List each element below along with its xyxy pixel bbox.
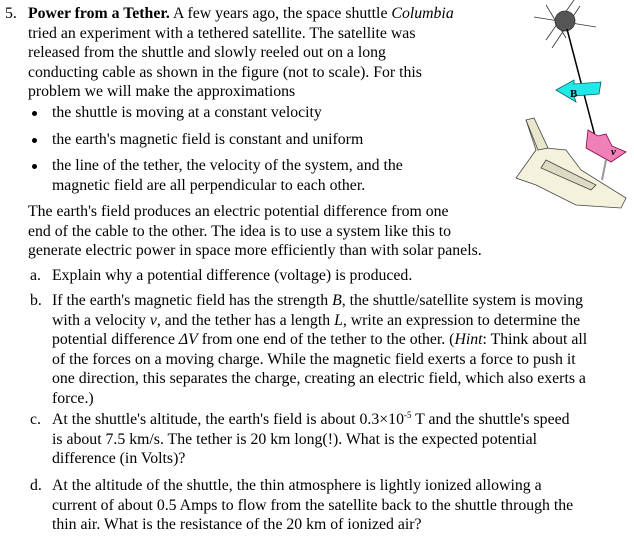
- text-run: difference (in Volts)?: [52, 450, 186, 467]
- text-line: [28, 4, 454, 24]
- text-run: , write an expression to determine the: [342, 311, 581, 329]
- text-run: T and the shuttle's speed: [411, 411, 570, 428]
- text-line: [28, 82, 454, 102]
- text-line: [52, 291, 587, 311]
- shuttle-icon: [516, 118, 626, 208]
- explanation-paragraph: [28, 202, 482, 261]
- part-b-label: b.: [30, 292, 42, 309]
- text-run: Explain why a potential difference (voltage) is produced.: [52, 267, 413, 284]
- text-run: end of the cable to the other. The idea is to use a system like this to: [28, 222, 452, 240]
- text-line: [52, 330, 587, 350]
- text-run: current of about 0.5 Amps to flow from the satellite back to the shuttle through the: [52, 496, 574, 514]
- part-c-label: c.: [30, 411, 41, 428]
- text-line: [52, 449, 570, 469]
- text-line: [52, 496, 573, 516]
- bullet-icon: [32, 138, 37, 143]
- text-run: the line of the tether, the velocity of the system, and the: [52, 157, 403, 174]
- satellite-icon: [534, 0, 596, 48]
- text-run: with a velocity: [52, 311, 150, 329]
- text-line: [52, 350, 587, 370]
- text-line: [52, 430, 570, 450]
- text-line: [52, 103, 322, 123]
- text-line: [52, 410, 570, 430]
- text-line: [52, 130, 363, 150]
- text-line: [28, 43, 454, 63]
- text-line: [52, 266, 412, 286]
- bullet-icon: [32, 111, 37, 116]
- text-run: the earth's magnetic field is constant and uniform: [52, 131, 364, 148]
- text-line: [52, 389, 587, 409]
- text-run: thin air. What is the resistance of the 20 km of ionized air?: [52, 516, 422, 533]
- italic-text: v: [149, 311, 157, 329]
- text-run: from one end of the tether to the other. (: [197, 331, 455, 348]
- italic-text: L: [334, 311, 343, 329]
- velocity-label: v: [611, 146, 616, 158]
- text-run: one direction, this separates the charge, creating an electric field, which also exerts a: [52, 370, 586, 387]
- text-line: [52, 515, 573, 535]
- italic-text: B: [332, 292, 342, 309]
- approximation-3: [52, 156, 403, 195]
- italic-text: ΔV: [178, 331, 198, 348]
- velocity-arrow: [586, 130, 626, 162]
- part-b-text: [52, 291, 587, 408]
- text-line: [52, 176, 403, 196]
- text-line: [28, 202, 482, 222]
- text-run: , the shuttle/satellite system is moving: [341, 292, 584, 309]
- problem-statement: [28, 4, 454, 102]
- text-run: The earth's field produces an electric potential difference from one: [28, 203, 449, 220]
- part-d-text: [52, 476, 573, 535]
- text-run: conducting cable as shown in the figure (not to scale). For this: [28, 63, 422, 81]
- part-a-label: a.: [30, 267, 41, 284]
- text-run: the shuttle is moving at a constant velocity: [52, 104, 322, 121]
- text-run: , and the tether has a length: [156, 311, 335, 329]
- text-line: [28, 222, 482, 242]
- part-d-label: d.: [30, 477, 42, 494]
- text-run: tried an experiment with a tethered satellite. The satellite was: [28, 24, 416, 42]
- text-run: magnetic field are all perpendicular to each other.: [52, 176, 366, 194]
- part-a-text: [52, 266, 412, 286]
- italic-text: Hint: [454, 331, 483, 348]
- text-run: potential difference: [52, 331, 179, 348]
- part-c-text: [52, 410, 570, 469]
- text-run: problem we will make the approximations: [28, 83, 296, 100]
- bullet-icon: [32, 164, 37, 169]
- text-line: [52, 476, 573, 496]
- tether-figure: [486, 0, 634, 210]
- text-run: If the earth's magnetic field has the strength: [52, 292, 333, 309]
- text-run: At the altitude of the shuttle, the thin atmosphere is lightly ionized allowing a: [52, 477, 542, 494]
- text-line: [28, 63, 454, 83]
- text-run: released from the shuttle and slowly reeled out on a long: [28, 44, 386, 61]
- text-line: [52, 156, 403, 176]
- text-line: [28, 241, 482, 261]
- approximation-1: [52, 103, 322, 123]
- approximation-2: [52, 130, 363, 150]
- text-run: A few years ago, the space shuttle: [169, 5, 392, 22]
- text-line: [28, 24, 454, 44]
- text-run: : Think about all: [482, 331, 588, 348]
- problem-number: 5.: [5, 5, 17, 22]
- magnetic-field-arrow: [556, 80, 601, 102]
- text-run: generate electric power in space more efficiently than with solar panels.: [28, 242, 482, 259]
- exponent: -5: [403, 410, 412, 420]
- text-run: is about 7.5 km/s. The tether is 20 km long(!). What is the expected potential: [52, 430, 538, 448]
- problem-title: Power from a Tether.: [28, 5, 170, 22]
- text-run: At the shuttle's altitude, the earth's field is about 0.3×10: [52, 411, 404, 428]
- text-line: [52, 369, 587, 389]
- text-run: force.): [52, 389, 94, 407]
- field-label: B: [570, 88, 578, 100]
- italic-text: Columbia: [391, 5, 454, 22]
- text-run: of the forces on a moving charge. While the magnetic field exerts a force to push it: [52, 350, 576, 368]
- text-line: [52, 311, 587, 331]
